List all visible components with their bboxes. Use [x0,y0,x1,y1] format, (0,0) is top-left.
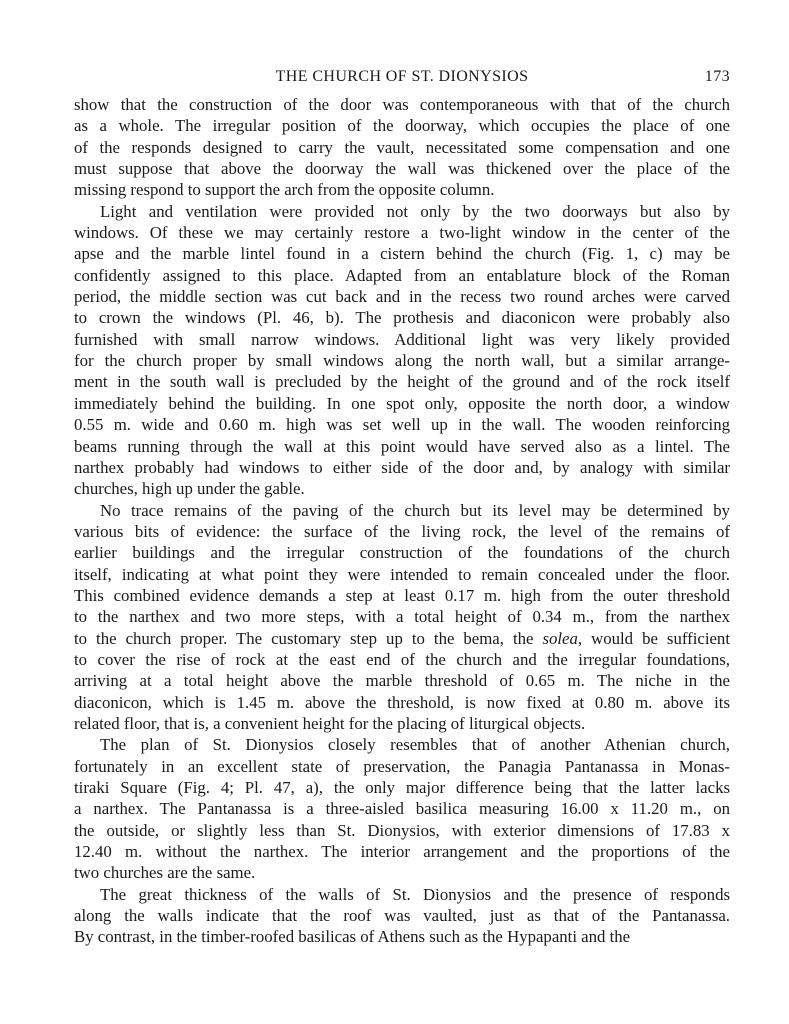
text-line: itself, indicating at what point they were intended to remain concealed under the floor. [74,564,730,584]
text-line: This combined evidence demands a step at least 0.17 m. high from the outer threshold [74,585,730,605]
paragraph [74,884,730,948]
text-line: No trace remains of the paving of the church but its level may be determined by [100,500,730,520]
text-line: to the narthex and two more steps, with a total height of 0.34 m., from the narthex [74,607,730,627]
text-line: to cover the rise of rock at the east end of the church and the irregular foundations, [74,649,730,669]
text-line: the outside, or slightly less than St. Dionysios, with exterior dimensions of 17.83 x [74,820,730,840]
body-text [74,94,730,948]
text-line: fortunately in an excellent state of preservation, the Panagia Pantanassa in Monas- [74,756,730,776]
page-header [74,68,730,94]
text-line: The great thickness of the walls of St. Dionysios and the presence of responds [100,884,730,904]
text-line: narthex probably had windows to either side of the door and, by analogy with similar [74,457,730,477]
text-line: furnished with small narrow windows. Additional light was very likely provided [74,329,730,349]
text-line: 0.55 m. wide and 0.60 m. high was set well up in the wall. The wooden reinforcing [74,415,730,435]
text-line: related floor, that is, a convenient height for the placing of liturgical objects. [74,713,586,733]
paragraph [74,94,730,201]
text-line: missing respond to support the arch from the opposite column. [74,180,495,200]
text-line: By contrast, in the timber-roofed basilicas of Athens such as the Hypapanti and the [74,927,631,947]
text-line: diaconicon, which is 1.45 m. above the threshold, is now fixed at 0.80 m. above its [74,692,730,712]
text-line: churches, high up under the gable. [74,479,305,499]
text-line: arriving at a total height above the marble threshold of 0.65 m. The niche in the [74,671,730,691]
text-line: earlier buildings and the irregular construction of the foundations of the church [74,543,730,563]
text-line: show that the construction of the door was contemporaneous with that of the church [74,95,730,114]
text-line: to crown the windows (Pl. 46, b). The prothesis and diaconicon were probably also [74,308,730,328]
text-line: as a whole. The irregular position of the doorway, which occupies the place of one [74,116,730,136]
text-line: for the church proper by small windows along the north wall, but a similar arrange- [74,351,730,371]
page-number: 173 [704,68,730,85]
text-line: confidently assigned to this place. Adapted from an entablature block of the Roman [74,265,730,285]
text-line: windows. Of these we may certainly restore a two-light window in the center of the [74,223,730,243]
text-line: two churches are the same. [74,863,256,883]
paragraph [74,500,730,735]
text-line: various bits of evidence: the surface of the living rock, the level of the remains of [74,521,730,541]
text-line: 12.40 m. without the narthex. The interior arrangement and the proportions of the [74,842,730,862]
paragraph [74,734,730,883]
text-line: to the church proper. The customary step up to the bema, the solea, would be sufficient [74,628,730,648]
text-line: ment in the south wall is precluded by the height of the ground and of the rock itself [74,372,730,392]
text-line: of the responds designed to carry the vault, necessitated some compensation and one [74,137,730,157]
text-line: period, the middle section was cut back and in the recess two round arches were carved [74,287,730,307]
text-line: Light and ventilation were provided not only by the two doorways but also by [100,201,730,221]
text-line: apse and the marble lintel found in a cistern behind the church (Fig. 1, c) may be [74,244,730,264]
paragraph [74,201,730,500]
text-line: along the walls indicate that the roof was vaulted, just as that of the Pantanassa. [74,906,730,926]
text-line: beams running through the wall at this point would have served also as a lintel. The [74,436,730,456]
text-line: a narthex. The Pantanassa is a three-aisled basilica measuring 16.00 x 11.20 m., on [74,799,730,819]
text-line: The plan of St. Dionysios closely resembles that of another Athenian church, [100,735,730,755]
text-line: immediately behind the building. In one spot only, opposite the north door, a window [74,393,730,413]
page [74,68,730,948]
text-line: tiraki Square (Fig. 4; Pl. 47, a), the only major difference being that the latter lacks [74,778,730,797]
text-line: must suppose that above the doorway the wall was thickened over the place of the [74,159,730,179]
running-head: THE CHURCH OF ST. DIONYSIOS [275,68,529,85]
